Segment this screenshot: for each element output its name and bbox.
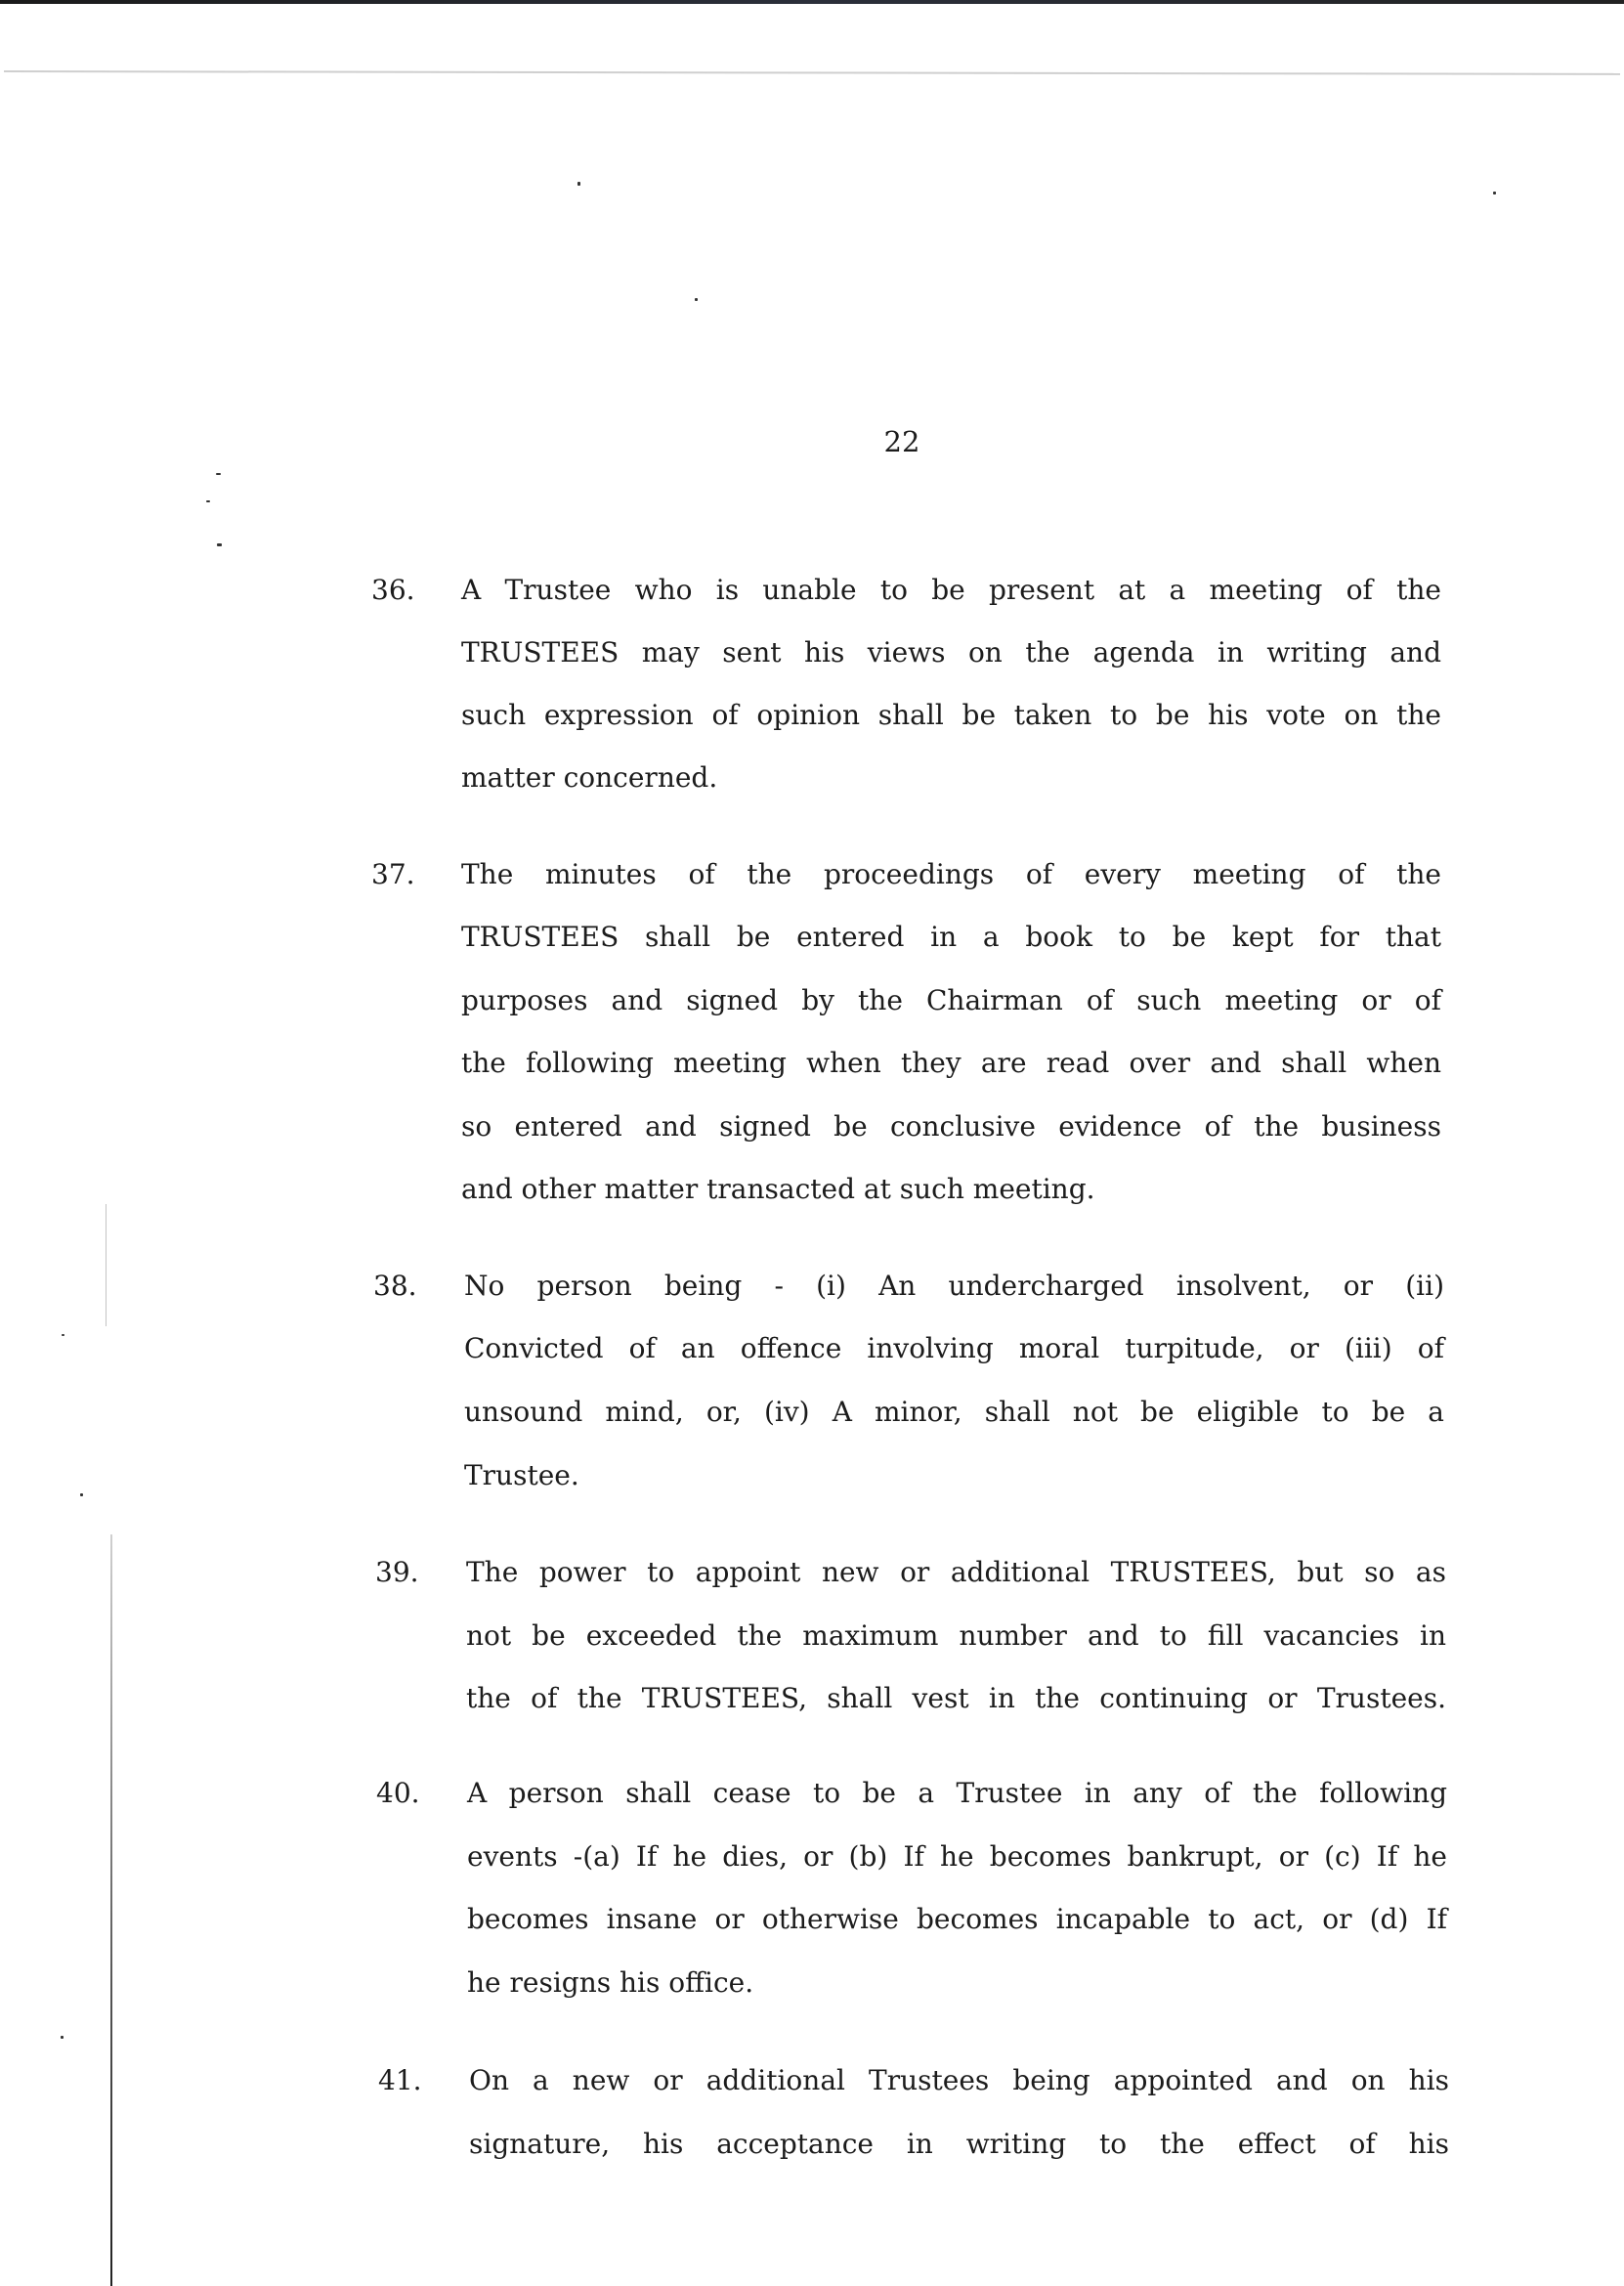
clause-line: not be exceeded the maximum number and to fill vacancies in <box>466 1619 1446 1652</box>
scan-speck <box>62 1334 64 1336</box>
clause-number: 36. <box>371 574 415 606</box>
clause-line: A person shall cease to be a Trustee in any of the following <box>467 1777 1447 1809</box>
clause-number: 41. <box>378 2064 422 2096</box>
clause-line: the following meeting when they are read over and shall when <box>461 1047 1441 1079</box>
clause-line: TRUSTEES may sent his views on the agenda in writing and <box>461 636 1441 669</box>
clause-number: 39. <box>375 1556 419 1588</box>
scan-speck <box>1493 192 1496 194</box>
scan-speck <box>61 2036 64 2039</box>
clause-line: he resigns his office. <box>467 1966 754 1999</box>
clause-line: and other matter transacted at such meeting. <box>461 1173 1095 1205</box>
clause-line: On a new or additional Trustees being appointed and on his <box>469 2064 1449 2096</box>
scan-speck <box>695 298 698 301</box>
scan-margin-line <box>110 1534 112 2286</box>
clause-line: the of the TRUSTEES, shall vest in the continuing or Trustees. <box>466 1682 1446 1714</box>
scan-speck <box>206 500 210 502</box>
clause-line: events -(a) If he dies, or (b) If he becomes bankrupt, or (c) If he <box>467 1840 1447 1873</box>
scan-edge-line <box>4 70 1620 75</box>
clause-number: 37. <box>371 858 415 890</box>
clause-line: becomes insane or otherwise becomes incapable to act, or (d) If <box>467 1903 1447 1935</box>
clause-line: so entered and signed be conclusive evidence of the business <box>461 1110 1441 1143</box>
scan-top-border <box>0 0 1624 4</box>
scan-margin-line <box>106 1204 107 1326</box>
page-number: 22 <box>883 425 920 458</box>
clause-line: such expression of opinion shall be taken to be his vote on the <box>461 699 1441 731</box>
scan-speck <box>577 182 580 186</box>
clause-line: The power to appoint new or additional TRUSTEES, but so as <box>466 1556 1446 1588</box>
clause-number: 38. <box>373 1270 417 1302</box>
scan-speck <box>217 543 222 546</box>
clause-line: purposes and signed by the Chairman of such meeting or of <box>461 984 1441 1016</box>
clause-number: 40. <box>376 1777 420 1809</box>
clause-line: unsound mind, or, (iv) A minor, shall not be eligible to be a <box>464 1396 1444 1428</box>
clause-line: The minutes of the proceedings of every meeting of the <box>461 858 1441 890</box>
clause-line: matter concerned. <box>461 761 718 794</box>
clause-line: signature, his acceptance in writing to the effect of his <box>469 2128 1449 2160</box>
clause-line: No person being - (i) An undercharged insolvent, or (ii) <box>464 1270 1444 1302</box>
scan-speck <box>80 1493 83 1496</box>
scan-speck <box>216 473 221 475</box>
clause-line: A Trustee who is unable to be present at a meeting of the <box>461 574 1441 606</box>
clause-line: TRUSTEES shall be entered in a book to be kept for that <box>461 921 1441 953</box>
clause-line: Trustee. <box>464 1459 579 1491</box>
clause-line: Convicted of an offence involving moral turpitude, or (iii) of <box>464 1332 1444 1364</box>
